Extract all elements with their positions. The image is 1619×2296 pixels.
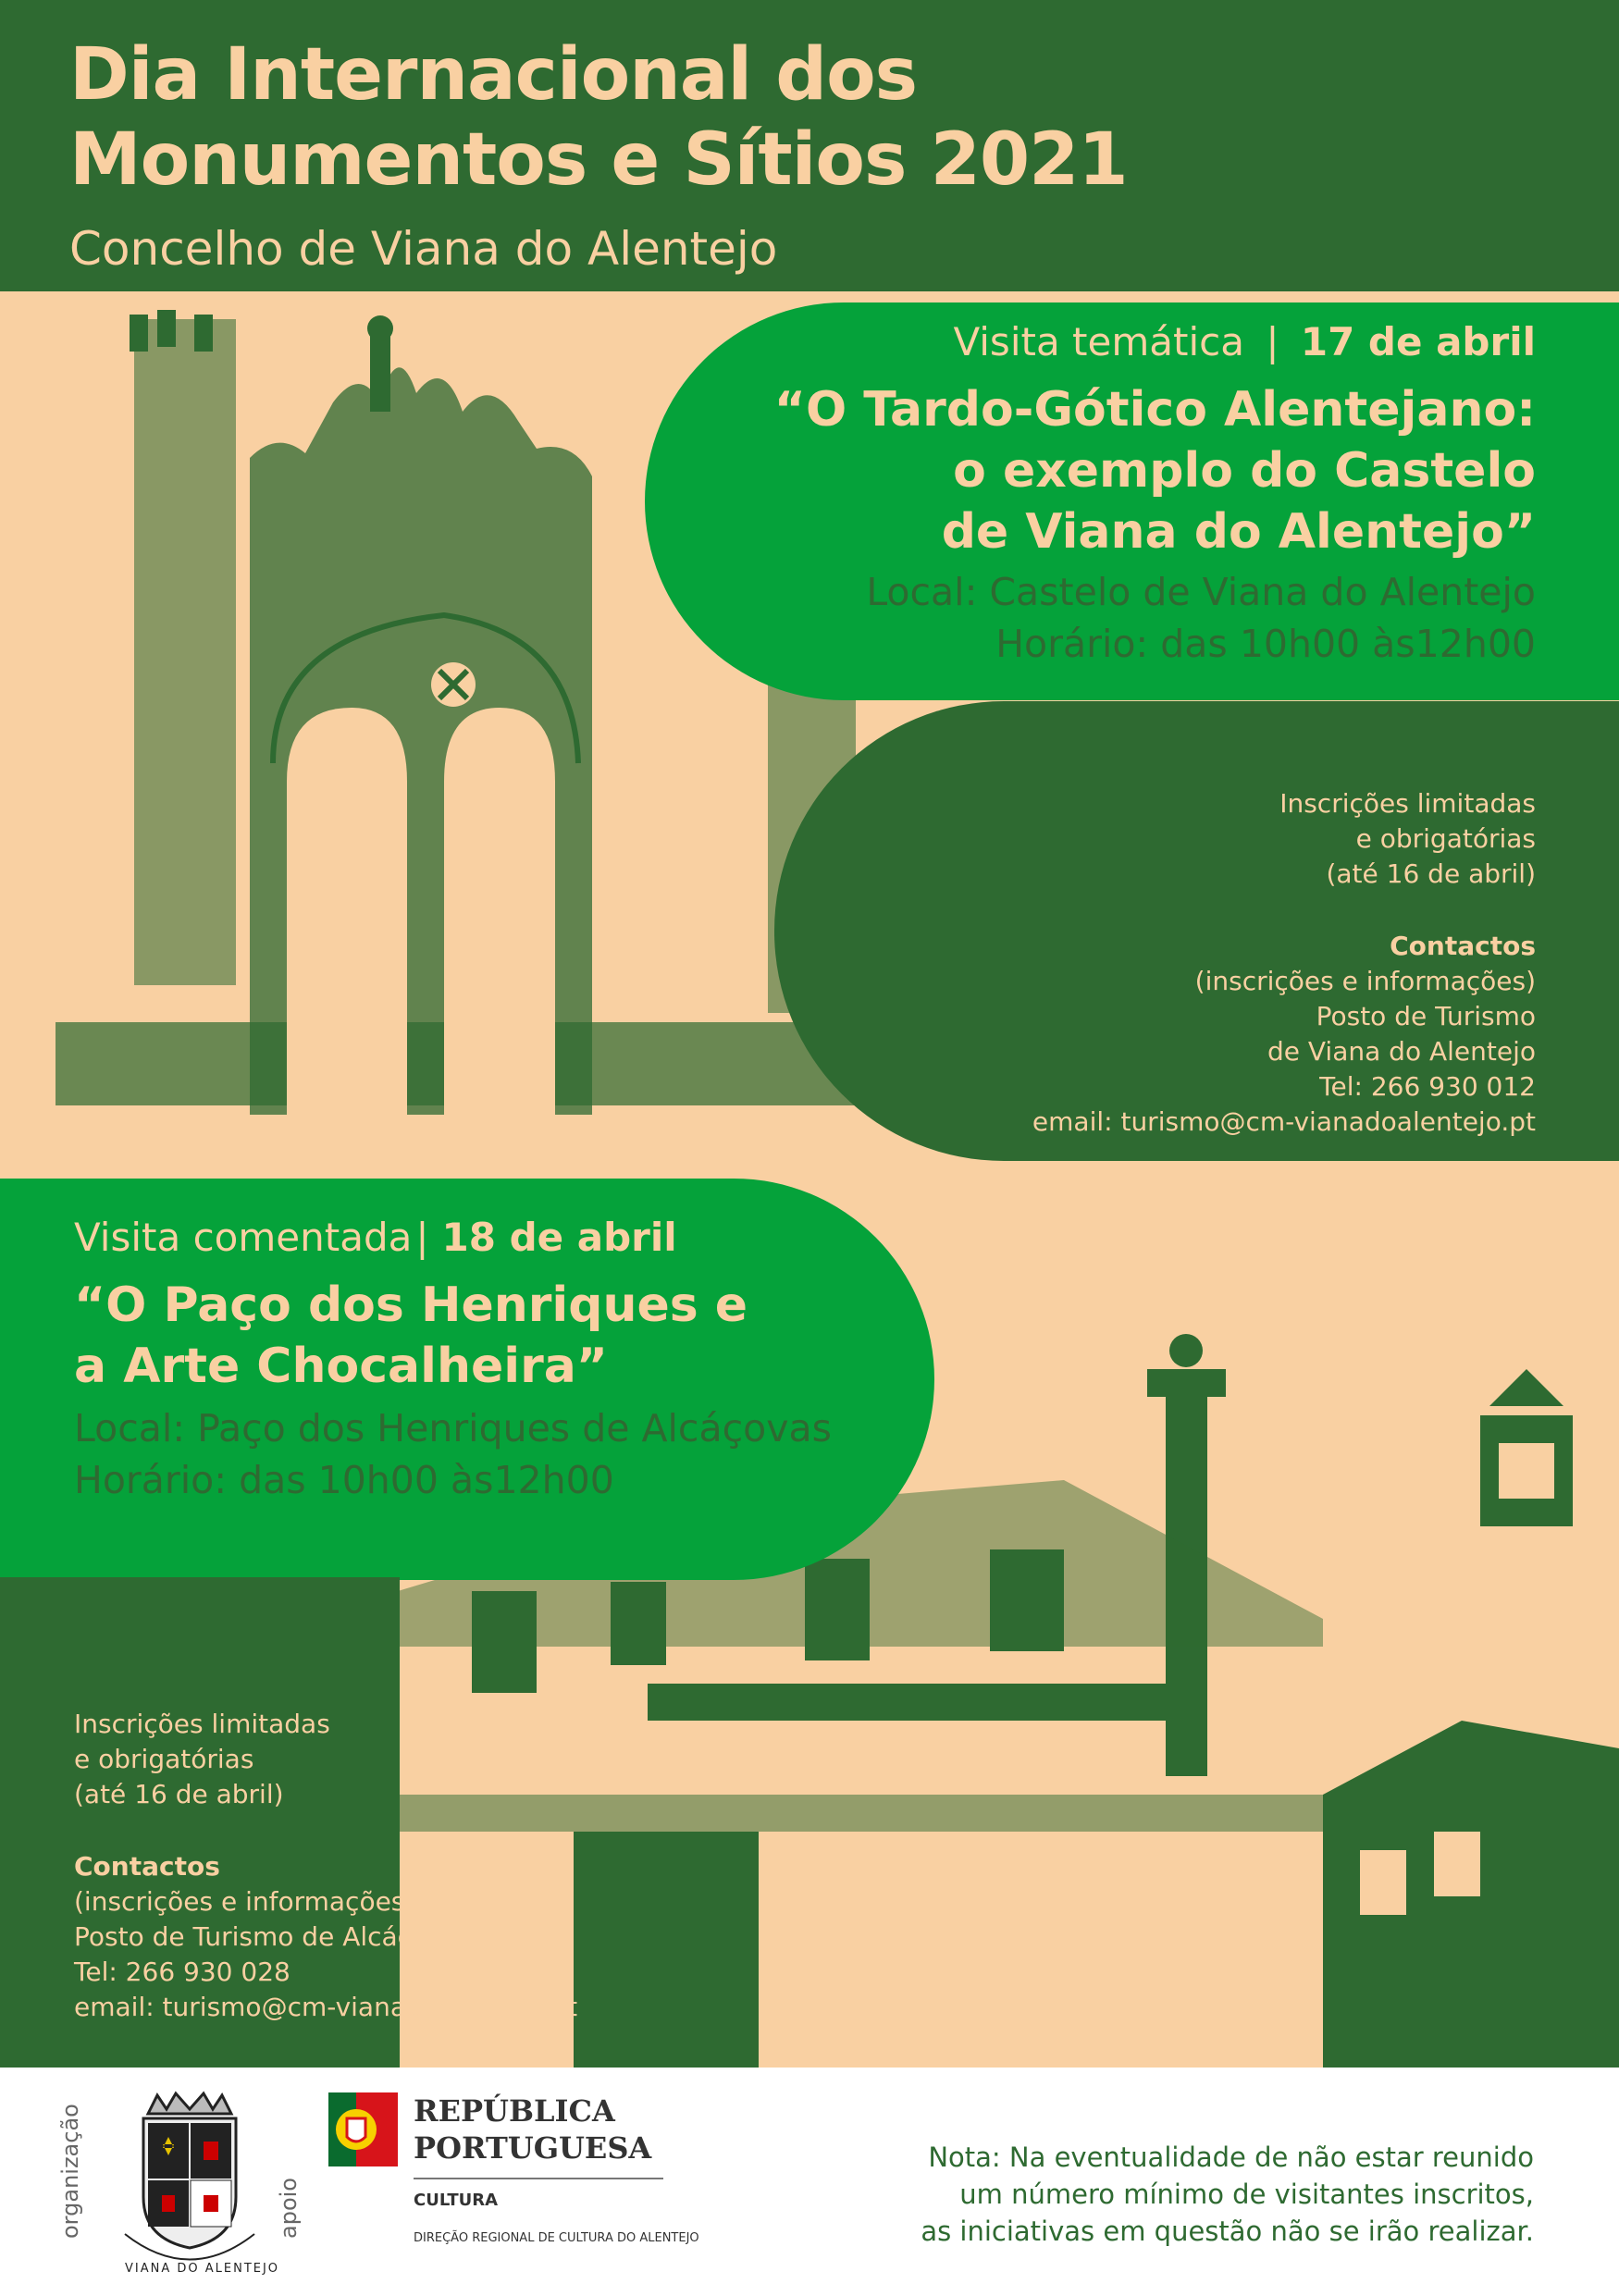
event2-header <box>74 1212 925 1506</box>
event2-type: Visita comentada <box>74 1215 413 1260</box>
event1-registration-2: e obrigatórias <box>1355 823 1536 854</box>
event1-type: Visita temática <box>953 319 1244 364</box>
republica-title <box>414 2092 651 2166</box>
event1-title-line-1: “O Tardo-Gótico Alentejano: <box>773 382 1536 438</box>
event2-schedule: Horário: das 10h00 às12h00 <box>74 1458 614 1502</box>
note-line-3: as iniciativas em questão não se irão realizar. <box>921 2216 1534 2247</box>
event1-info-text <box>888 786 1536 1140</box>
title-line-1: Dia Internacional dos <box>69 33 918 117</box>
event1-date: 17 de abril <box>1300 319 1536 364</box>
event2-contacts-heading: Contactos <box>74 1851 220 1882</box>
event1-title-line-3: de Viana do Alentejo” <box>941 504 1536 560</box>
event2-separator: | <box>415 1215 429 1260</box>
event2-contacts-sub: (inscrições e informações) <box>74 1886 415 1917</box>
event2-title-line-1: “O Paço dos Henriques e <box>74 1278 748 1333</box>
event2-title <box>74 1275 925 1397</box>
note-line-2: um número mínimo de visitantes inscritos, <box>959 2179 1534 2210</box>
viana-crest-logo <box>111 2086 268 2280</box>
note-line-1: Nota: Na eventualidade de não estar reunido <box>928 2142 1534 2173</box>
republica-line-1: REPÚBLICA <box>414 2093 615 2129</box>
event1-contacts-place-1: Posto de Turismo <box>1316 1001 1536 1031</box>
event1-tel: Tel: 266 930 012 <box>1319 1071 1536 1102</box>
event2-registration-2: e obrigatórias <box>74 1744 254 1774</box>
footer-note <box>775 2139 1534 2250</box>
event2-contacts-place: Posto de Turismo de Alcáçovas <box>74 1921 473 1952</box>
page-subtitle: Concelho de Viana do Alentejo <box>69 222 778 276</box>
republica-divider <box>414 2178 663 2179</box>
event1-contacts-heading: Contactos <box>1390 931 1536 961</box>
event2-registration-1: Inscrições limitadas <box>74 1709 330 1739</box>
event2-title-line-2: a Arte Chocalheira” <box>74 1339 608 1394</box>
event1-header <box>703 316 1536 670</box>
title-line-2: Monumentos e Sítios 2021 <box>69 118 1128 202</box>
event1-email: email: turismo@cm-vianadoalentejo.pt <box>1032 1106 1536 1137</box>
republica-line-2: PORTUGUESA <box>414 2130 652 2166</box>
organizacao-label: organização <box>57 2104 83 2239</box>
page-title <box>69 32 1128 203</box>
event2-registration-3: (até 16 de abril) <box>74 1779 284 1809</box>
event1-schedule: Horário: das 10h00 às12h00 <box>995 622 1536 666</box>
event1-separator: | <box>1266 319 1279 364</box>
direcao-label: DIREÇÃO REGIONAL DE CULTURA DO ALENTEJO <box>414 2231 699 2245</box>
event1-title-line-2: o exemplo do Castelo <box>953 443 1536 499</box>
event2-tel: Tel: 266 930 028 <box>74 1957 290 1987</box>
event1-registration-3: (até 16 de abril) <box>1326 858 1536 889</box>
event2-location: Local: Paço dos Henriques de Alcáçovas <box>74 1406 832 1450</box>
event1-type-line <box>703 316 1536 368</box>
event2-type-line <box>74 1212 925 1264</box>
portugal-emblem-logo <box>328 2092 398 2166</box>
event1-contacts-place-2: de Viana do Alentejo <box>1267 1036 1536 1067</box>
event1-contacts-sub: (inscrições e informações) <box>1194 966 1536 996</box>
event2-info-text <box>74 1707 722 2025</box>
event2-email: email: turismo@cm-vianadoalentejo.pt <box>74 1992 578 2022</box>
crest-text: VIANA DO ALENTEJO <box>125 2262 280 2276</box>
event2-date: 18 de abril <box>441 1215 677 1260</box>
cultura-label: CULTURA <box>414 2191 499 2210</box>
event1-location: Local: Castelo de Viana do Alentejo <box>866 570 1536 614</box>
event1-registration-1: Inscrições limitadas <box>1279 788 1536 819</box>
event1-title <box>703 379 1536 562</box>
apoio-label: apoio <box>276 2178 302 2239</box>
